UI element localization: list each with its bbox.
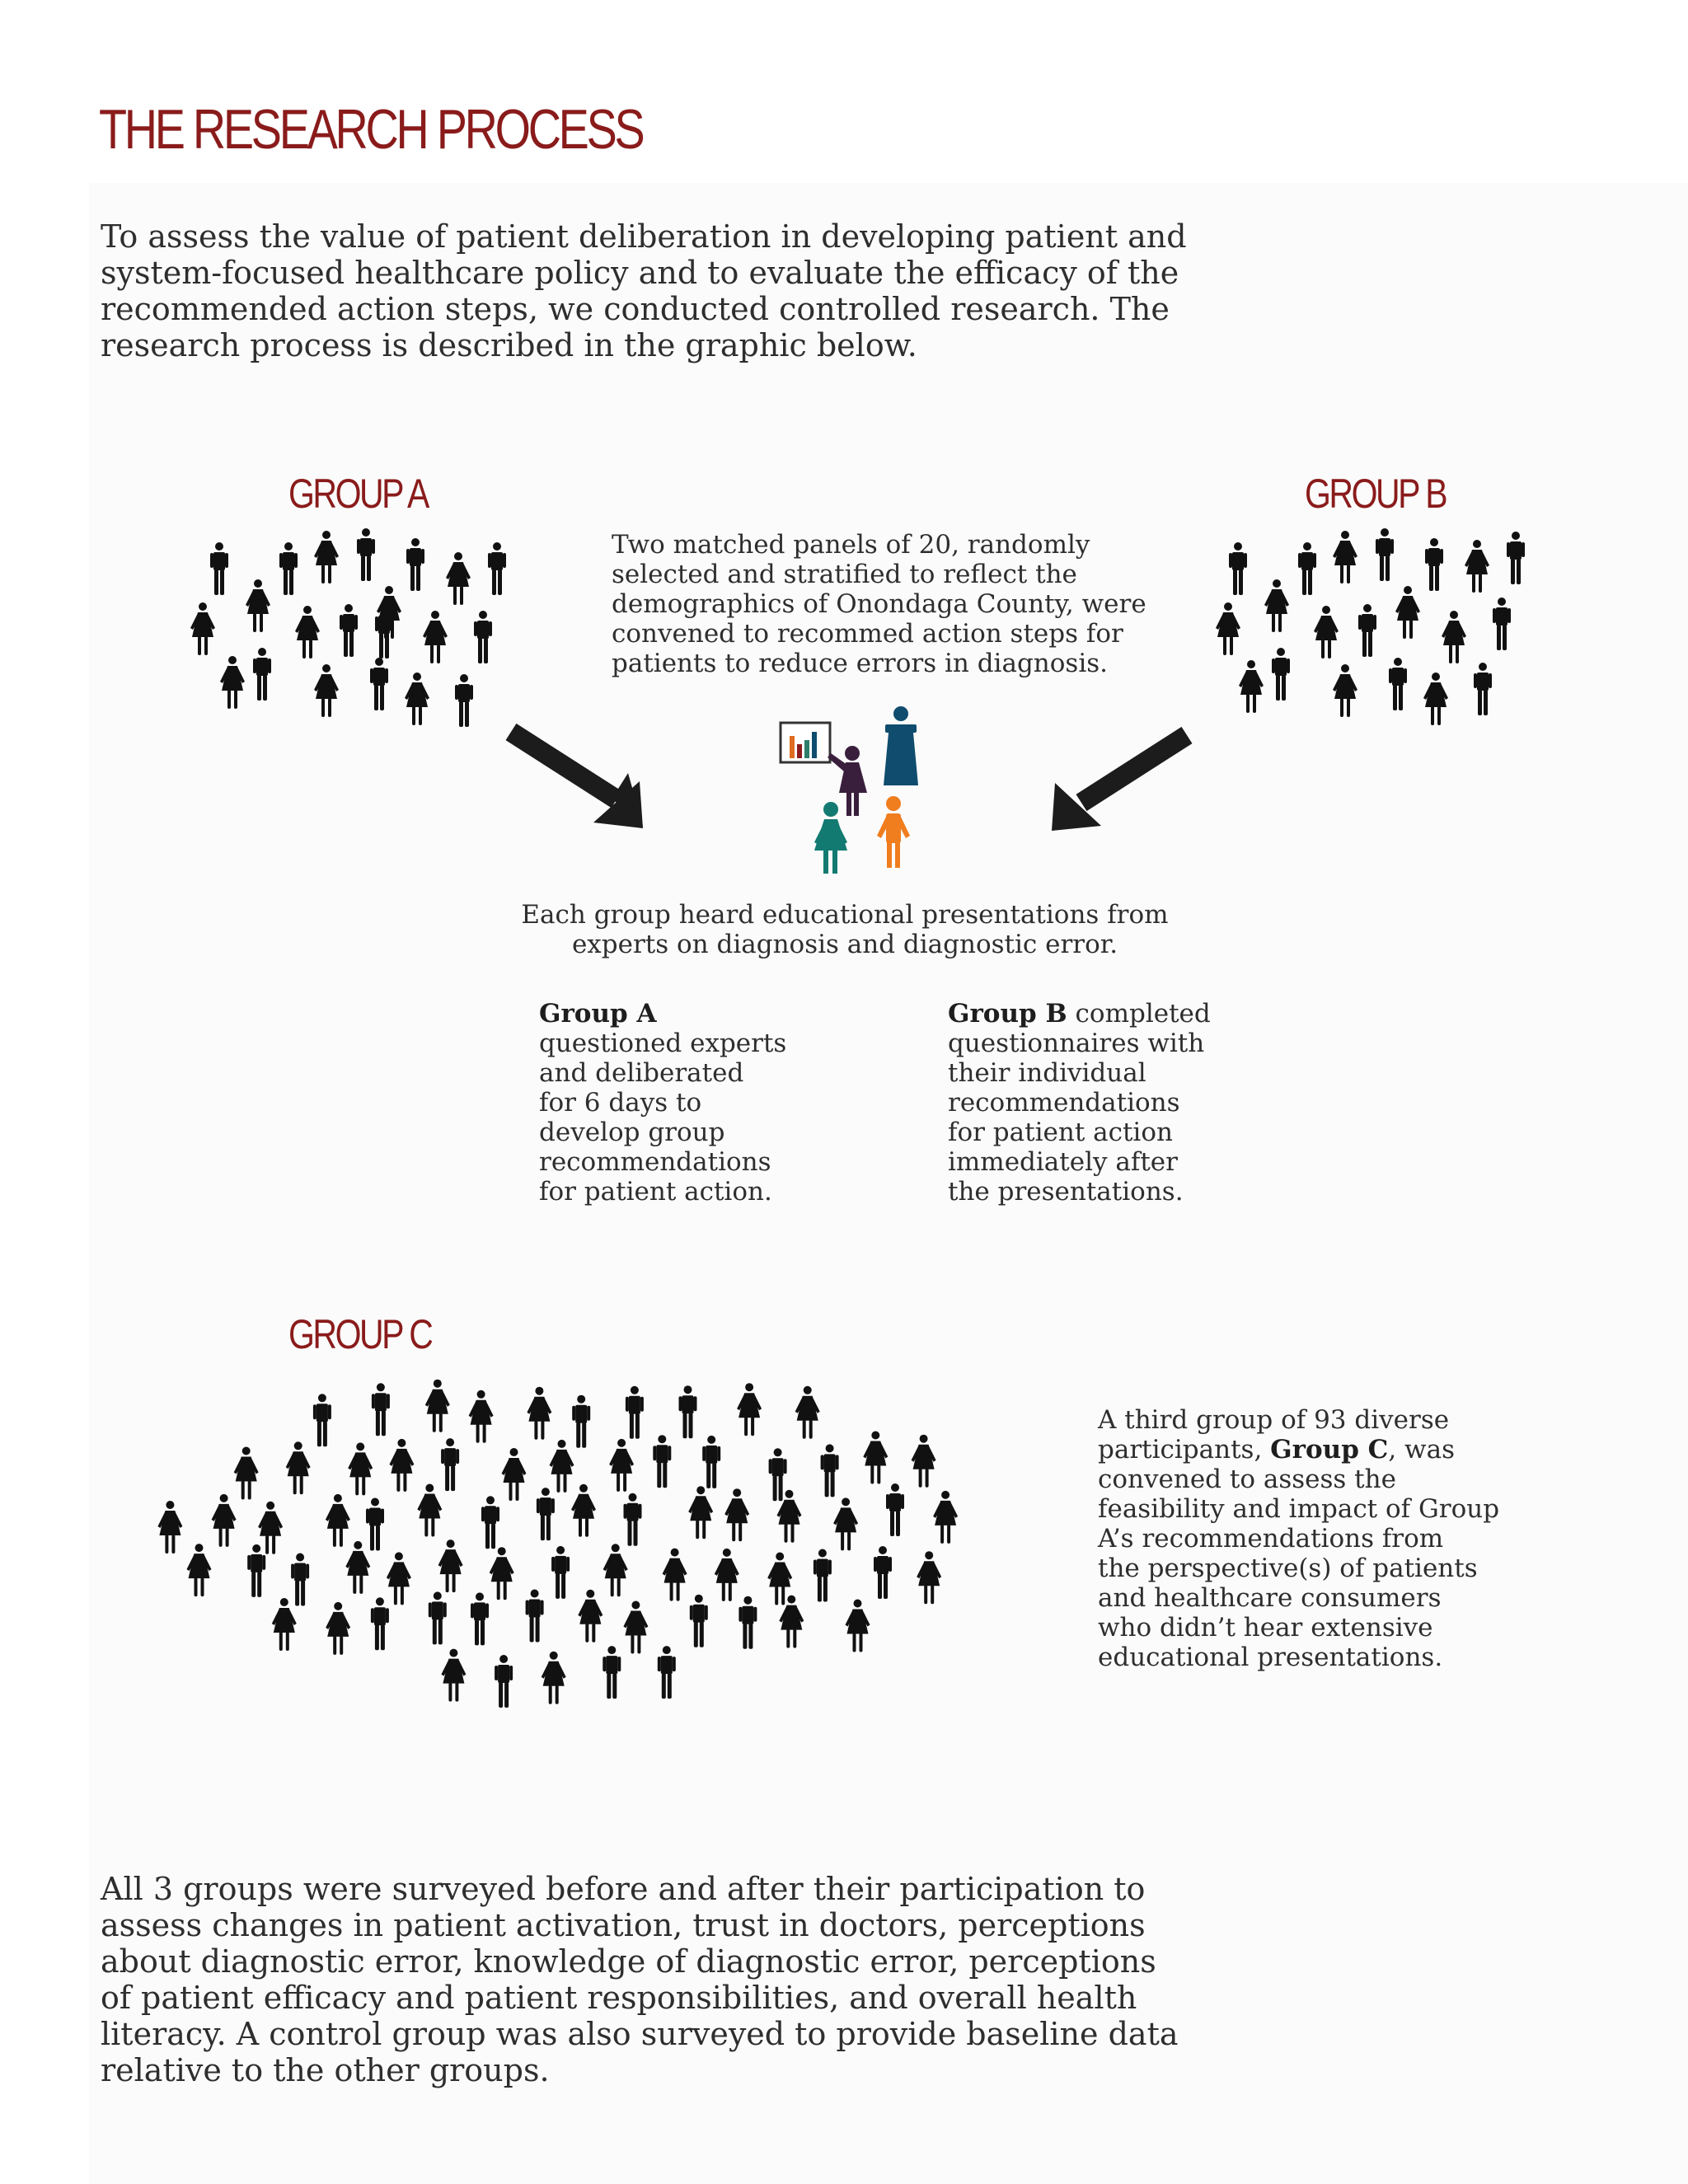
person-icon (526, 1590, 544, 1643)
group-c-text-after: , was convened to assess the feasibility and impact of Group A’s recommendations from the perspective(s) of patients and healthcare consumers who didn’t hear extensive educational presentations. (1098, 1435, 1500, 1672)
person-icon (357, 528, 375, 581)
person-icon (886, 1483, 904, 1536)
person-icon (366, 1498, 384, 1551)
person-icon (571, 1484, 596, 1537)
panels-description: Two matched panels of 20, randomly selected and stratified to reflect the demographics of Onondaga County, were convened to recommed action steps for patients to reduce errors in diagnosis. (612, 530, 1146, 678)
person-icon (821, 1444, 839, 1497)
person-icon (912, 1435, 936, 1488)
group-b-text: completed questionnaires with their individual recommendations for patient action immediately after the presentations. (948, 999, 1211, 1207)
person-icon (1298, 542, 1316, 595)
person-icon (623, 1601, 648, 1654)
person-icon (795, 1386, 820, 1439)
person-icon (295, 606, 320, 658)
group-a-people (190, 528, 506, 727)
person-icon (1229, 542, 1247, 595)
person-icon (1395, 586, 1420, 639)
person-icon (846, 1600, 870, 1652)
person-icon (1376, 528, 1394, 581)
person-icon (551, 1546, 570, 1599)
person-icon (481, 1496, 499, 1549)
person-icon (537, 1488, 555, 1540)
person-icon (371, 1597, 389, 1650)
person-icon (291, 1554, 309, 1606)
person-icon (1507, 532, 1525, 584)
person-icon (1216, 602, 1240, 655)
person-icon (626, 1386, 644, 1439)
person-icon (210, 542, 228, 595)
person-icon (658, 1646, 676, 1699)
person-icon (663, 1549, 687, 1601)
podium-icon (884, 706, 918, 785)
person-icon (550, 1440, 574, 1493)
person-icon (314, 664, 339, 717)
group-a-label: GROUP A (288, 471, 428, 517)
group-b-people (1216, 528, 1525, 725)
person-icon (603, 1646, 621, 1699)
group-b-name: Group B (948, 999, 1067, 1029)
person-icon (1264, 579, 1289, 632)
person-icon (1474, 663, 1492, 715)
person-icon (372, 1383, 390, 1436)
person-icon (874, 1546, 892, 1599)
person-icon (455, 674, 473, 727)
person-icon (387, 1552, 411, 1605)
person-icon (326, 1602, 350, 1655)
person-icon (769, 1448, 787, 1501)
person-icon (438, 1540, 463, 1592)
person-icon (429, 1591, 447, 1644)
person-icon (1442, 611, 1466, 663)
person-icon (688, 1486, 713, 1539)
person-icon (405, 673, 429, 725)
person-icon (1465, 540, 1489, 593)
person-icon (814, 1549, 832, 1602)
group-a-text: questioned experts and deliberated for 6 days to develop group recommendations for patient action. (539, 1029, 787, 1207)
group-c-name: Group C (1270, 1435, 1389, 1465)
person-icon (406, 538, 424, 591)
person-icon (624, 1493, 642, 1546)
person-icon (314, 531, 339, 583)
person-icon (340, 604, 358, 657)
person-icon (220, 656, 245, 709)
person-icon (715, 1549, 739, 1601)
person-icon (863, 1432, 888, 1484)
teal-person-icon (814, 802, 847, 874)
person-icon (527, 1387, 551, 1440)
education-description: Each group heard educational presentations from experts on diagnosis and diagnostic error. (521, 900, 1169, 959)
person-icon (313, 1394, 331, 1446)
person-icon (471, 1592, 489, 1645)
person-icon (724, 1488, 749, 1541)
person-icon (1333, 531, 1357, 583)
person-icon (572, 1395, 590, 1448)
person-icon (474, 611, 492, 663)
person-icon (272, 1598, 297, 1651)
person-icon (417, 1484, 442, 1537)
orange-person-icon (877, 796, 910, 868)
person-icon (578, 1590, 603, 1643)
group-a-name: Group A (539, 999, 657, 1029)
person-icon (441, 1438, 459, 1491)
person-icon (702, 1436, 720, 1488)
person-icon (286, 1441, 311, 1494)
person-icon (737, 1383, 762, 1436)
person-icon (490, 1547, 514, 1600)
person-icon (1493, 598, 1511, 650)
person-icon (246, 579, 270, 632)
person-icon (389, 1439, 414, 1492)
person-icon (738, 1596, 757, 1649)
right-arrow-icon (1052, 735, 1187, 831)
person-icon (370, 658, 388, 710)
person-icon (446, 552, 471, 605)
person-icon (603, 1544, 628, 1596)
group-c-people (157, 1380, 958, 1708)
person-icon (441, 1649, 466, 1702)
person-icon (279, 542, 298, 595)
group-c-label: GROUP C (288, 1311, 432, 1357)
group-c-text-before: A third group of 93 diverse participants, (1098, 1405, 1450, 1465)
person-icon (187, 1544, 212, 1596)
person-icon (495, 1655, 513, 1708)
person-icon (425, 1380, 450, 1432)
person-icon (1425, 538, 1443, 591)
page-title: THE RESEARCH PROCESS (99, 98, 643, 161)
person-icon (212, 1494, 237, 1547)
person-icon (609, 1439, 634, 1492)
person-icon (917, 1551, 941, 1604)
person-icon (345, 1541, 370, 1594)
person-icon (833, 1497, 858, 1550)
person-icon (1389, 658, 1407, 710)
person-icon (1423, 673, 1448, 725)
person-icon (190, 602, 215, 655)
person-icon (1239, 660, 1264, 713)
left-arrow-icon (511, 732, 643, 828)
person-icon (542, 1652, 566, 1704)
presentation-board-icon (781, 723, 830, 762)
person-icon (234, 1447, 259, 1500)
person-icon (679, 1385, 697, 1438)
person-icon (653, 1435, 671, 1488)
intro-paragraph: To assess the value of patient deliberation in developing patient and system-focused healthcare policy and to evaluate the efficacy of the recommended action steps, we conducted controlled research. The research process is described in the graphic below. (101, 218, 1187, 363)
person-icon (326, 1494, 350, 1547)
person-icon (423, 611, 448, 663)
person-icon (488, 542, 506, 595)
person-icon (258, 1502, 283, 1554)
person-icon (1314, 606, 1339, 658)
person-icon (469, 1390, 494, 1443)
group-b-label: GROUP B (1305, 471, 1447, 517)
person-icon (690, 1595, 708, 1647)
person-icon (502, 1448, 527, 1501)
person-icon (253, 648, 271, 701)
person-icon (1358, 604, 1376, 657)
person-icon (1333, 664, 1357, 717)
person-icon (348, 1442, 373, 1495)
closing-paragraph: All 3 groups were surveyed before and after their participation to assess changes in patient activation, trust in doctors, perceptions about diagnostic error, knowledge of diagnostic error, perceptions of patient efficacy and patient responsibilities, and overall health literacy. A control group was also surveyed to provide baseline data relative to the other groups. (101, 1871, 1179, 2088)
person-icon (1272, 648, 1290, 701)
person-icon (933, 1491, 958, 1544)
person-icon (247, 1544, 265, 1597)
person-icon (157, 1501, 182, 1554)
